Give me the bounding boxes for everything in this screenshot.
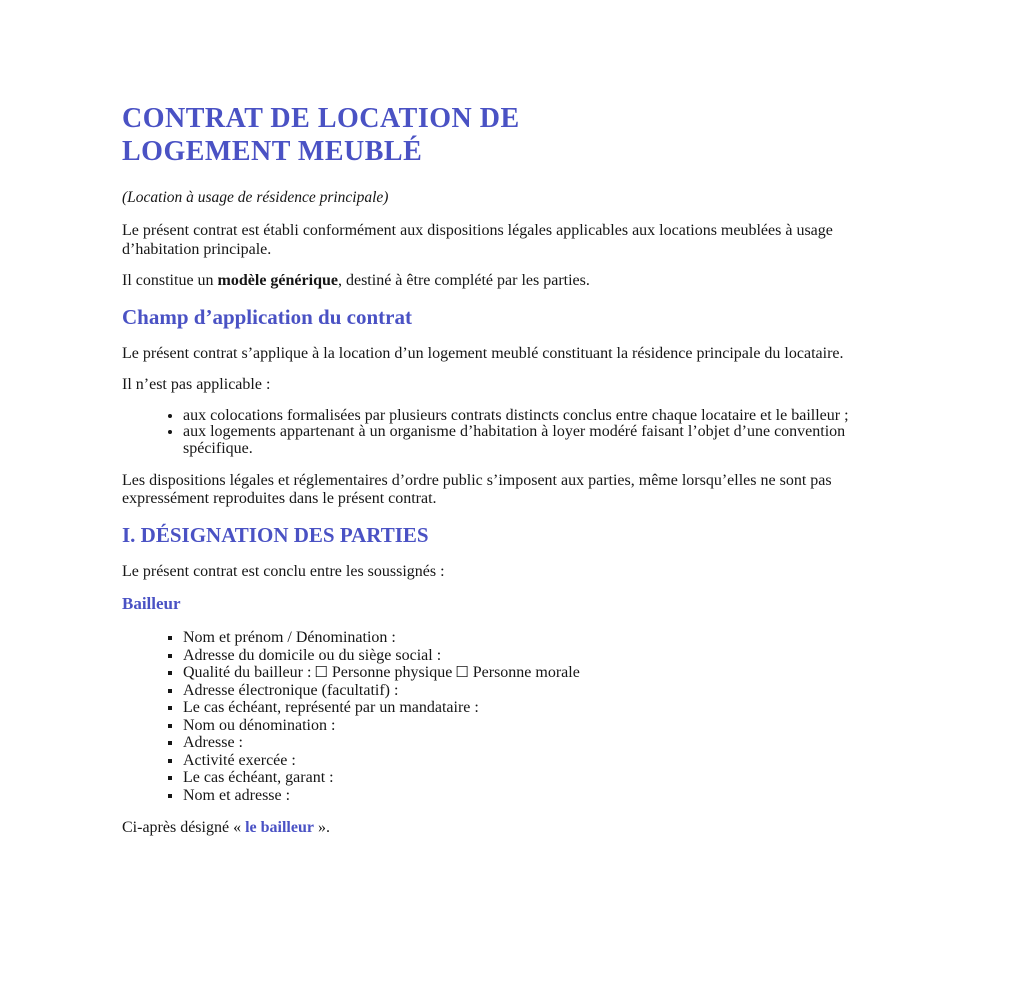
exclusions-list-item-1: • aux colocations formalisées par plusieurs contrats distincts conclus entre chaque locataire et le bailleur ; xyxy=(183,408,886,425)
bailleur-closing-term: le bailleur xyxy=(245,818,314,836)
sub-heading-bailleur: Bailleur xyxy=(122,594,181,614)
bailleur-field-garant: ▪ Le cas échéant, garant : xyxy=(183,769,886,786)
bailleur-field-nom-denomination: ▪ Nom et prénom / Dénomination : xyxy=(183,629,886,646)
bailleur-field-adresse-siege: ▪ Adresse du domicile ou du siège social : xyxy=(183,647,886,664)
bailleur-field-qualite xyxy=(183,664,886,681)
bailleur-field-mandataire: ▪ Le cas échéant, représenté par un mandataire : xyxy=(183,699,886,716)
intro-paragraph-2-prefix: Il constitue un xyxy=(122,272,218,289)
bailleur-fields-list xyxy=(122,629,886,804)
parties-paragraph-1: Le présent contrat est conclu entre les soussignés : xyxy=(122,562,445,580)
exclusions-list xyxy=(122,408,886,458)
intro-paragraph-1: Le présent contrat est établi conformément aux dispositions légales applicables aux locations meublées à usage d’habitation principale. xyxy=(122,222,833,258)
document-title-line-2: LOGEMENT MEUBLÉ xyxy=(122,136,423,167)
bailleur-field-qualite-option-physique: Personne physique xyxy=(331,664,453,682)
intro-paragraph-2-suffix: , destiné à être complété par les parties. xyxy=(337,272,590,289)
intro-paragraph-2-bold-term: modèle générique xyxy=(217,272,338,289)
document-title xyxy=(122,102,886,168)
bailleur-field-mandataire-adresse: ▪ Adresse : xyxy=(183,734,886,751)
bailleur-closing-line xyxy=(122,819,886,838)
checkbox-personne-physique-icon[interactable]: ☐ xyxy=(314,663,328,682)
bailleur-field-adresse-electronique: ▪ Adresse électronique (facultatif) : xyxy=(183,682,886,699)
bailleur-field-qualite-label: Qualité du bailleur : xyxy=(183,664,312,682)
section-heading-champ-application: Champ d’application du contrat xyxy=(122,304,412,329)
bailleur-closing-prefix: Ci-après désigné « xyxy=(122,818,246,836)
section-heading-designation-parties: I. DÉSIGNATION DES PARTIES xyxy=(122,522,429,547)
exclusions-list-item-2: • aux logements appartenant à un organisme d’habitation à loyer modéré faisant l’objet d’une convention spécifique. xyxy=(183,424,886,458)
intro-paragraph-2 xyxy=(122,272,886,291)
bailleur-closing-suffix: ». xyxy=(313,818,330,836)
bailleur-field-qualite-option-morale: Personne morale xyxy=(472,664,580,682)
champ-paragraph-1: Le présent contrat s’applique à la location d’un logement meublé constituant la résidence principale du locataire. xyxy=(122,344,844,362)
bailleur-field-garant-nom-adresse: ▪ Nom et adresse : xyxy=(183,787,886,804)
champ-paragraph-2: Il n’est pas applicable : xyxy=(122,376,271,393)
bailleur-field-activite: ▪ Activité exercée : xyxy=(183,752,886,769)
checkbox-personne-morale-icon[interactable]: ☐ xyxy=(455,663,469,682)
document-subtitle: (Location à usage de résidence principale) xyxy=(122,189,389,206)
bailleur-field-mandataire-nom: ▪ Nom ou dénomination : xyxy=(183,717,886,734)
document-title-line-1: CONTRAT DE LOCATION DE xyxy=(122,103,520,134)
champ-paragraph-3: Les dispositions légales et réglementaires d’ordre public s’imposent aux parties, même lorsqu’elles ne sont pas expressément reproduites dans le présent contrat. xyxy=(122,471,832,508)
